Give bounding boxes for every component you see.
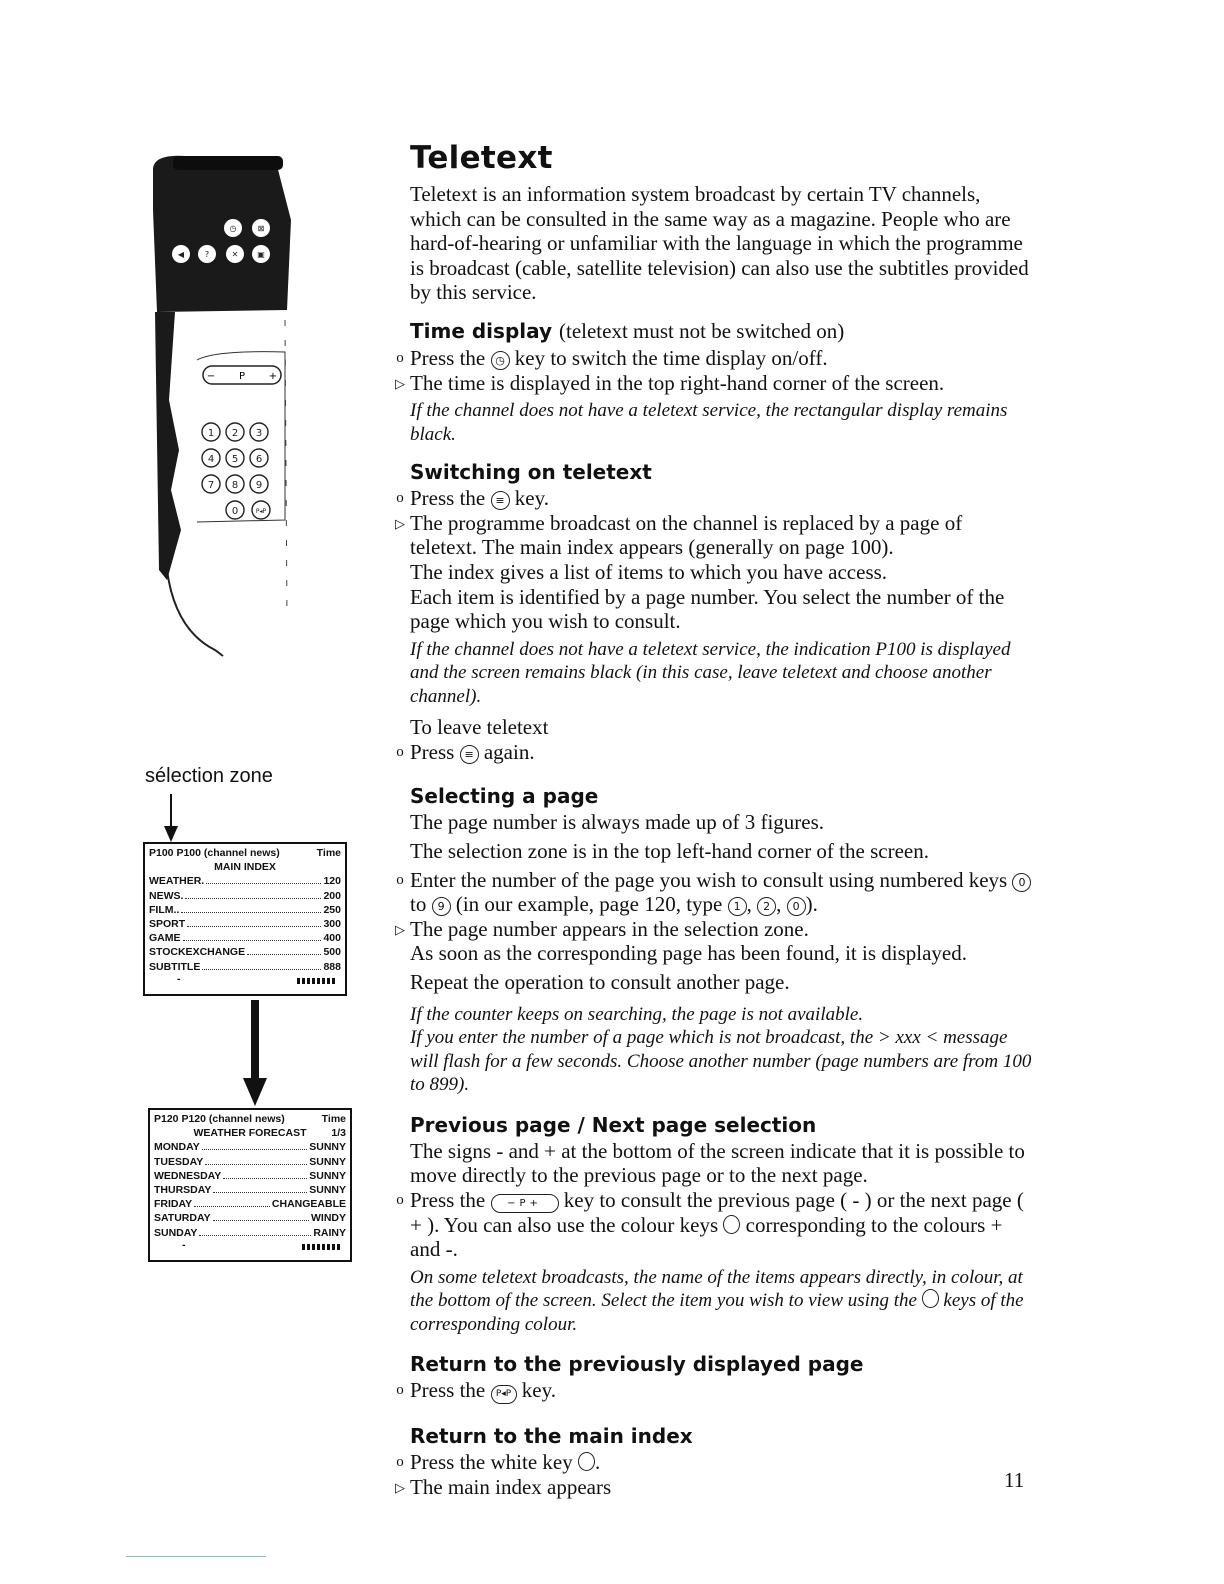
teletext-key-icon: ≡ bbox=[491, 491, 510, 510]
digit-0-key-icon: 0 bbox=[1012, 873, 1031, 892]
key-glyph: ◷ bbox=[229, 224, 237, 233]
screen-header-page: P120 P120 (channel news) bbox=[154, 1113, 285, 1125]
screen-footer: - bbox=[149, 974, 341, 988]
table-row: FRIDAY CHANGEABLE bbox=[154, 1198, 346, 1211]
colour-key-icon bbox=[922, 1289, 939, 1308]
note-text: If the counter keeps on searching, the page is not available. bbox=[410, 1003, 864, 1025]
note-text: On some teletext broadcasts, the name of the items appears directly, in colour, at the bottom of the screen. Select the item you wish to view using the keys of the corresponding colour. bbox=[410, 1266, 1024, 1335]
selection-zone-label: sélection zone bbox=[145, 765, 273, 787]
step-item: o Press the −P+ key to consult the previous page ( - ) or the next page ( + ). You can also use the colour keys corresponding to the colours + and -. bbox=[392, 1188, 1032, 1262]
remote-control-illustration bbox=[145, 150, 295, 670]
body-paragraph: Each item is identified by a page number. You select the number of the page which you wish to consult. bbox=[410, 584, 1005, 634]
step-item: o Press the ≡ key. bbox=[392, 486, 1032, 511]
section-heading-return-previous: Return to the previously displayed page bbox=[410, 1352, 864, 1377]
screen-header bbox=[149, 846, 341, 860]
page-number: 11 bbox=[1004, 1468, 1025, 1492]
result-triangle-icon: ▷ bbox=[395, 921, 405, 937]
key-glyph: ? bbox=[204, 250, 210, 259]
intro-paragraph: Teletext is an information system broadcast by certain TV channels, which can be consulted in the same way as a magazine. People who are hard-of-hearing or unfamiliar with the language in which the programme is broadcast (cable, satellite television) can also use the subtitles provided by this service. bbox=[410, 182, 1029, 305]
remote-top-body bbox=[153, 156, 291, 312]
step-bullet-icon: o bbox=[396, 349, 404, 366]
screen-subtitle: MAIN INDEX bbox=[214, 861, 276, 874]
key-digit: P◂P bbox=[255, 508, 267, 515]
body-paragraph: The page number is always made up of 3 figures. bbox=[410, 810, 825, 835]
key-glyph: ⊠ bbox=[257, 224, 265, 233]
step-item: o Enter the number of the page you wish to consult using numbered keys 0 to 9 (in our example, page 120, type 1 , 2 , 0 ). bbox=[392, 868, 1032, 917]
screen-forecast-list bbox=[154, 1140, 346, 1239]
key-digit: 8 bbox=[231, 480, 239, 491]
result-item: ▷ The page number appears in the selection zone. bbox=[392, 917, 1032, 942]
table-row: THURSDAY SUNNY bbox=[154, 1184, 346, 1197]
body-paragraph: To leave teletext bbox=[410, 715, 549, 740]
section-heading-time-display: Time display (teletext must not be switched on) bbox=[410, 318, 845, 343]
arrow-down-icon bbox=[160, 794, 182, 844]
remote-left-shadow bbox=[155, 312, 181, 580]
body-paragraph: The signs - and + at the bottom of the screen indicate that it is possible to move directly to the previous page or to the next page. bbox=[410, 1138, 1025, 1188]
key-digit: 5 bbox=[231, 454, 239, 465]
table-row: WEDNESDAY SUNNY bbox=[154, 1169, 346, 1182]
step-bullet-icon: o bbox=[396, 1191, 404, 1208]
digit-9-key-icon: 9 bbox=[432, 897, 451, 916]
screen-header-time: Time bbox=[321, 1113, 346, 1125]
screen-header-time: Time bbox=[316, 847, 341, 859]
main-content bbox=[392, 140, 1032, 1500]
result-triangle-icon: ▷ bbox=[395, 515, 405, 531]
p-key-label: P bbox=[238, 371, 246, 382]
step-bullet-icon: o bbox=[396, 490, 404, 507]
result-item: ▷ The time is displayed in the top right-hand corner of the screen. bbox=[392, 371, 1032, 396]
body-paragraph: Repeat the operation to consult another page. bbox=[410, 969, 790, 994]
result-item: ▷ The programme broadcast on the channel is replaced by a page of teletext. The main index appears (generally on page 100). bbox=[392, 511, 1032, 560]
table-row: STOCKEXCHANGE 500 bbox=[149, 946, 341, 959]
note-text: If you enter the number of a page which is not broadcast, the > xxx < message will flash for a few seconds. Choose another number (page numbers are from 100 to 899). bbox=[410, 1027, 1032, 1096]
teletext-screen-weather bbox=[148, 1108, 352, 1262]
screen-index-list bbox=[149, 874, 341, 973]
screen-subtitle-row bbox=[154, 1126, 346, 1140]
arrow-down-icon bbox=[240, 1000, 270, 1108]
digit-0-key-icon: 0 bbox=[787, 897, 806, 916]
p-minus-plus-key-icon: −P+ bbox=[491, 1194, 559, 1213]
screen-header-page: P100 P100 (channel news) bbox=[149, 847, 280, 859]
digit-2-key-icon: 2 bbox=[757, 897, 776, 916]
result-triangle-icon: ▷ bbox=[395, 1480, 405, 1496]
step-bullet-icon: o bbox=[396, 871, 404, 888]
key-glyph: ✕ bbox=[231, 250, 239, 259]
step-item: o Press the white key . bbox=[392, 1450, 1032, 1475]
step-bullet-icon: o bbox=[396, 743, 404, 760]
screen-footer: - bbox=[154, 1240, 346, 1254]
white-key-icon bbox=[578, 1452, 595, 1471]
table-row: FILM.. 250 bbox=[149, 903, 341, 916]
key-digit: 2 bbox=[231, 428, 239, 439]
step-item: o Press ≡ again. bbox=[392, 740, 1032, 765]
note-text: If the channel does not have a teletext service, the indication P100 is displayed and the screen remains black (in this case, leave teletext and choose another channel). bbox=[410, 638, 1011, 707]
heading-note: (teletext must not be switched on) bbox=[559, 318, 845, 343]
scan-rule-bottom bbox=[126, 1556, 266, 1557]
table-row: SATURDAY WINDY bbox=[154, 1212, 346, 1225]
result-item: ▷ The main index appears bbox=[392, 1475, 1032, 1500]
screen-subpage: 1/3 bbox=[331, 1127, 346, 1140]
screen-header bbox=[154, 1112, 346, 1126]
key-digit: 0 bbox=[231, 506, 239, 517]
table-row: TUESDAY SUNNY bbox=[154, 1155, 346, 1168]
pp-key-icon: P◂P bbox=[491, 1385, 517, 1404]
teletext-key-icon: ≡ bbox=[460, 745, 479, 764]
remote-top-bar bbox=[173, 156, 283, 170]
step-bullet-icon: o bbox=[396, 1382, 404, 1399]
key-glyph: ◀ bbox=[177, 250, 185, 259]
step-item: o Press the ◷ key to switch the time display on/off. bbox=[392, 346, 1032, 371]
table-row: SUNDAY RAINY bbox=[154, 1226, 346, 1239]
section-heading-previous-next: Previous page / Next page selection bbox=[410, 1112, 817, 1137]
table-row: WEATHER. 120 bbox=[149, 875, 341, 888]
clock-key-icon: ◷ bbox=[491, 351, 510, 370]
table-row: NEWS. 200 bbox=[149, 889, 341, 902]
key-digit: 9 bbox=[255, 480, 263, 491]
page-title: Teletext bbox=[410, 140, 553, 176]
colour-key-icon bbox=[723, 1215, 740, 1234]
p-plus-glyph: + bbox=[268, 371, 278, 382]
p-minus-glyph: − bbox=[206, 371, 216, 382]
section-heading-switching-on: Switching on teletext bbox=[410, 460, 652, 485]
key-digit: 4 bbox=[207, 454, 215, 465]
key-digit: 3 bbox=[255, 428, 263, 439]
key-glyph: ▣ bbox=[257, 250, 265, 259]
screen-subtitle: WEATHER FORECAST bbox=[193, 1127, 307, 1140]
body-paragraph: The index gives a list of items to which you have access. bbox=[410, 559, 888, 584]
table-row: GAME 400 bbox=[149, 932, 341, 945]
section-heading-selecting-page: Selecting a page bbox=[410, 784, 599, 809]
table-row: SUBTITLE 888 bbox=[149, 960, 341, 973]
step-item: o Press the P◂P key. bbox=[392, 1378, 1032, 1404]
table-row: MONDAY SUNNY bbox=[154, 1141, 346, 1154]
section-heading-return-main-index: Return to the main index bbox=[410, 1424, 693, 1449]
key-digit: 6 bbox=[255, 454, 263, 465]
step-bullet-icon: o bbox=[396, 1454, 404, 1471]
teletext-screen-main-index bbox=[143, 842, 347, 996]
key-digit: 7 bbox=[207, 480, 215, 491]
note-text: If the channel does not have a teletext service, the rectangular display remains black. bbox=[410, 400, 1008, 445]
body-paragraph: The selection zone is in the top left-hand corner of the screen. bbox=[410, 839, 929, 863]
table-row: SPORT 300 bbox=[149, 918, 341, 931]
result-triangle-icon: ▷ bbox=[395, 375, 405, 391]
body-paragraph: As soon as the corresponding page has been found, it is displayed. bbox=[410, 941, 967, 966]
key-digit: 1 bbox=[207, 428, 215, 439]
digit-1-key-icon: 1 bbox=[728, 897, 747, 916]
